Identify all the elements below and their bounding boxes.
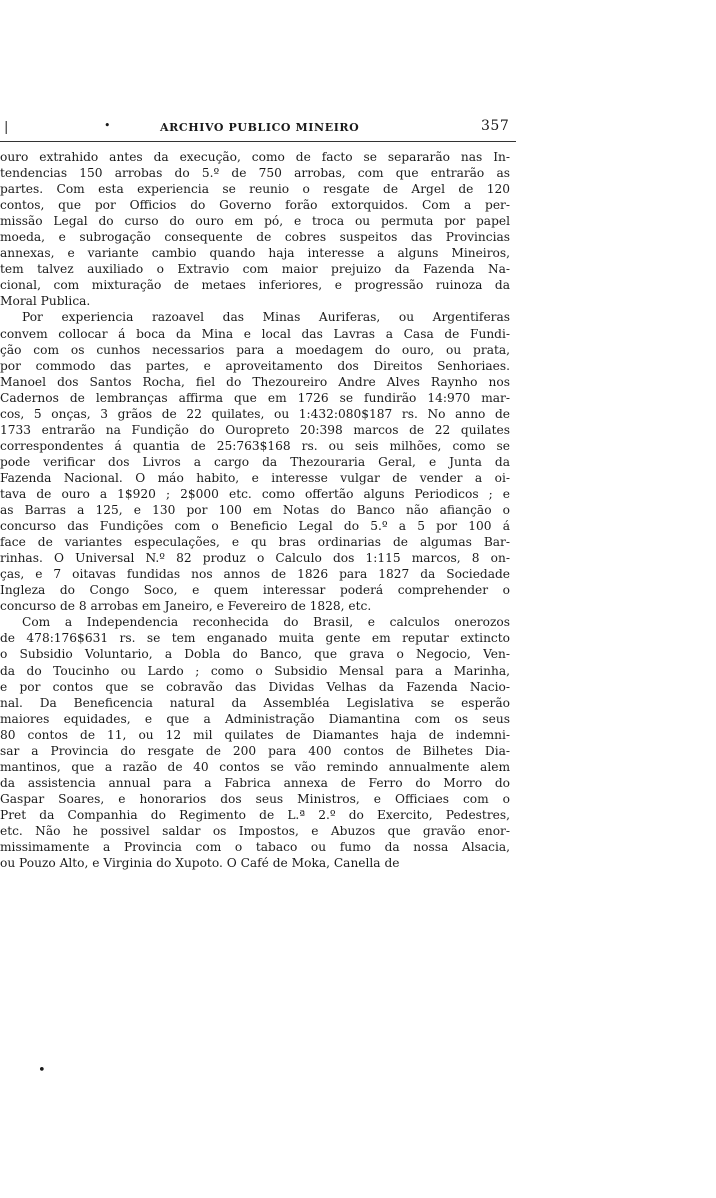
- text-line: concurso de 8 arrobas em Janeiro, e Fevereiro de 1828, etc.: [0, 599, 372, 614]
- text-line: correspondentes á quantia de 25:763$168 rs. ou seis milhões, como se: [0, 438, 510, 453]
- text-line: Com a Independencia reconhecida do Brasil, e calculos onerozos: [22, 615, 510, 630]
- footer-mark: •: [38, 1063, 46, 1078]
- text-line: 1733 entrarão na Fundição do Ouropreto 20:398 marcos de 22 quilates: [0, 422, 510, 437]
- text-line: cional, com mixturação de metaes inferiores, e progressão ruinoza da: [0, 278, 510, 293]
- text-line: de 478:176$631 rs. se tem enganado muita gente em reputar extincto: [0, 631, 510, 646]
- text-line: missão Legal do curso do ouro em pó, e troca ou permuta por papel: [0, 214, 510, 229]
- text-line: tem talvez auxiliado o Extravio com maior prejuizo da Fazenda Na-: [0, 262, 510, 277]
- text-line: maiores equidades, e que a Administração Diamantina com os seus: [0, 711, 510, 726]
- text-line: ouro extrahido antes da execução, como de facto se separarão nas In-: [0, 150, 510, 164]
- text-line: concurso das Fundições com o Beneficio Legal do 5.º a 5 por 100 á: [0, 519, 510, 534]
- text-line: Manoel dos Santos Rocha, fiel do Thezoureiro Andre Alves Raynho nos: [0, 374, 510, 389]
- text-line: e por contos que se cobravão das Dividas Velhas da Fazenda Nacio-: [0, 679, 510, 694]
- text-line: convem collocar á boca da Mina e local das Lavras a Casa de Fundi-: [0, 326, 510, 341]
- paragraph: [0, 309, 510, 614]
- text-line: da assistencia annual para a Fabrica annexa de Ferro do Morro do: [0, 775, 510, 790]
- text-line: por commodo das partes, e aproveitamento dos Direitos Senhoriaes.: [0, 358, 510, 373]
- header-left-mark: |: [4, 120, 9, 135]
- text-line: mantinos, que a razão de 40 contos se vão remindo annualmente alem: [0, 759, 510, 774]
- text-line: Ingleza do Congo Soco, e quem interessar poderá comprehender o: [0, 583, 510, 598]
- text-line: ças, e 7 oitavas fundidas nos annos de 1826 para 1827 da Sociedade: [0, 567, 510, 582]
- text-line: Cadernos de lembranças affirma que em 1726 se fundirão 14:970 mar-: [0, 390, 510, 405]
- text-line: tava de ouro a 1$920 ; 2$000 etc. como offertão alguns Periodicos ; e: [0, 486, 510, 501]
- text-line: Gaspar Soares, e honorarios dos seus Ministros, e Officiaes com o: [0, 791, 510, 806]
- page-number: 357: [481, 118, 510, 134]
- text-line: 80 contos de 11, ou 12 mil quilates de Diamantes haja de indemni-: [0, 727, 510, 742]
- header-rule: [0, 141, 516, 142]
- text-line: face de variantes especulações, e qu bras ordinarias de algumas Bar-: [0, 535, 510, 550]
- text-line: ou Pouzo Alto, e Virginia do Xupoto. O Café de Moka, Canella de: [0, 856, 400, 871]
- text-line: rinhas. O Universal N.º 82 produz o Calculo dos 1:115 marcos, 8 on-: [0, 551, 510, 566]
- text-line: Por experiencia razoavel das Minas Auriferas, ou Argentiferas: [22, 310, 510, 325]
- paragraph: [0, 149, 510, 309]
- text-line: Moral Publica.: [0, 294, 91, 309]
- text-line: partes. Com esta experiencia se reunio o resgate de Argel de 120: [0, 182, 510, 197]
- text-line: tendencias 150 arrobas do 5.º de 750 arrobas, com que entrarão as: [0, 166, 510, 181]
- text-line: Fazenda Nacional. O máo habito, e interesse vulgar de vender a oi-: [0, 470, 510, 485]
- text-line: moeda, e subrogação consequente de cobres suspeitos das Provincias: [0, 230, 510, 245]
- text-line: as Barras a 125, e 130 por 100 em Notas do Banco não afiançāo o: [0, 503, 510, 518]
- text-line: da do Toucinho ou Lardo ; como o Subsidio Mensal para a Marinha,: [0, 663, 510, 678]
- text-line: o Subsidio Voluntario, a Dobla do Banco, que grava o Negocio, Ven-: [0, 647, 510, 662]
- running-title: ARCHIVO PUBLICO MINEIRO: [160, 121, 360, 134]
- page-header: [0, 118, 520, 138]
- text-line: pode verificar dos Livros a cargo da Thezouraria Geral, e Junta da: [0, 454, 510, 469]
- text-line: ção com os cunhos necessarios para a moedagem do ouro, ou prata,: [0, 342, 510, 357]
- paragraph: [0, 614, 510, 871]
- text-line: Pret da Companhia do Regimento de L.ª 2.º do Exercito, Pedestres,: [0, 807, 510, 822]
- text-line: cos, 5 onças, 3 grãos de 22 quilates, ou 1:432:080$187 rs. No anno de: [0, 406, 510, 421]
- header-bullet: •: [104, 119, 111, 132]
- text-line: missimamente a Provincia com o tabaco ou fumo da nossa Alsacia,: [0, 840, 510, 855]
- text-line: sar a Provincia do resgate de 200 para 400 contos de Bilhetes Dia-: [0, 743, 510, 758]
- text-line: etc. Não he possivel saldar os Impostos, e Abuzos que gravão enor-: [0, 823, 510, 838]
- body-text: [0, 149, 510, 871]
- text-line: nal. Da Beneficencia natural da Assembléa Legislativa se esperão: [0, 695, 510, 710]
- text-line: annexas, e variante cambio quando haja interesse a alguns Mineiros,: [0, 246, 510, 261]
- text-line: contos, que por Officios do Governo forão extorquidos. Com a per-: [0, 198, 510, 213]
